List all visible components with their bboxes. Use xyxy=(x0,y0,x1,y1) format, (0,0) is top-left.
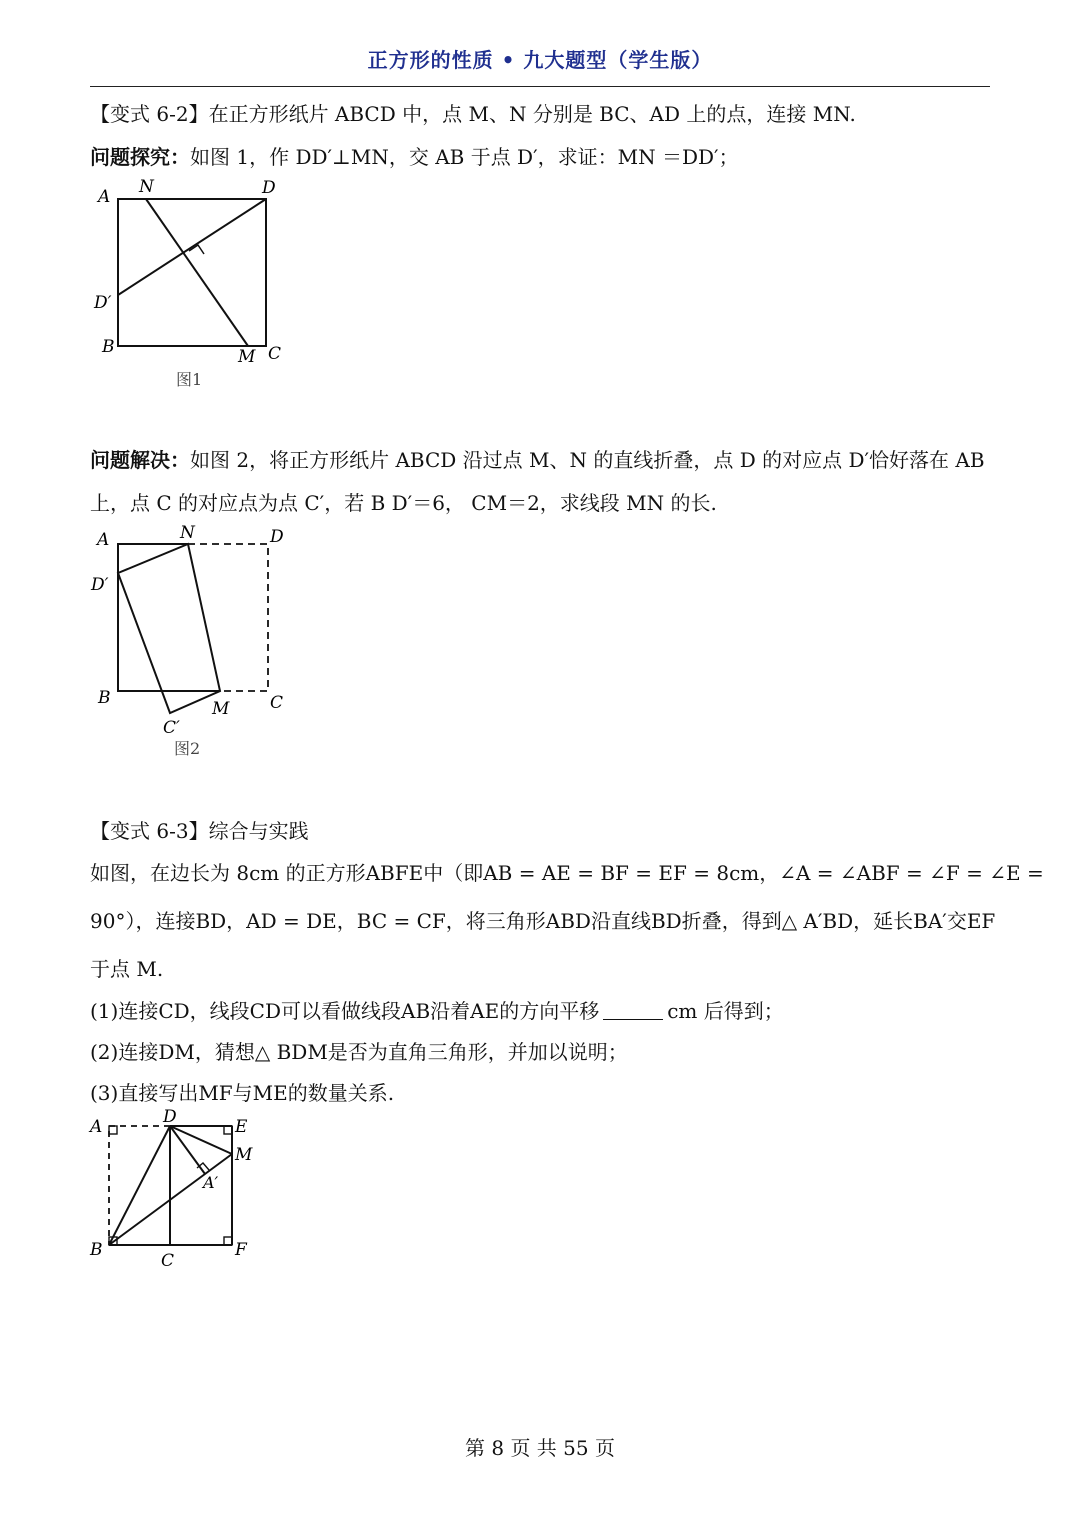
q63-line3: 于点 M. xyxy=(90,957,164,981)
fig1-square xyxy=(118,199,266,346)
fig3-right-angle-f xyxy=(224,1237,232,1245)
fig1-label-m: M xyxy=(238,347,256,367)
q63-title: 【变式 6-3】综合与实践 xyxy=(90,819,309,843)
fig1-label-dprime: D′ xyxy=(94,293,112,313)
fig3-right-angle-e xyxy=(224,1126,232,1134)
q62-part2-text1: 如图 2，将正方形纸片 ABCD 沿过点 M、N 的直线折叠，点 D 的对应点 D′恰好落在 AB xyxy=(190,448,985,472)
header-divider xyxy=(90,86,990,87)
fig1-segment-ddp xyxy=(118,199,266,295)
fig2-label-n: N xyxy=(180,523,195,543)
fig2-label-dprime: D′ xyxy=(91,575,109,595)
page-header-title: 正方形的性质 • 九大题型（学生版） xyxy=(367,48,713,72)
q63-line2: 90°），连接BD，AD = DE，BC = CF，将三角形ABD沿直线BD折叠，得到△ A′BD，延长BA′交EF xyxy=(90,909,996,933)
figure-3 xyxy=(85,1105,275,1275)
q63-item1-b: cm 后得到； xyxy=(667,999,784,1023)
q63-line1: 如图，在边长为 8cm 的正方形ABFE中（即AB = AE = BF = EF = 8cm，∠A = ∠ABF = ∠F = ∠E = xyxy=(90,861,1044,885)
fig1-label-a: A xyxy=(98,187,111,207)
fig1-label-n: N xyxy=(139,177,154,197)
page-number: 第 8 页 共 55 页 xyxy=(465,1436,615,1460)
q62-intro: 【变式 6-2】在正方形纸片 ABCD 中，点 M、N 分别是 BC、AD 上的点，连接 MN. xyxy=(90,102,856,126)
fig3-label-b: B xyxy=(90,1240,103,1260)
fig2-label-b: B xyxy=(98,688,111,708)
q62-part1 xyxy=(90,141,739,170)
q62-part2-lead: 问题解决： xyxy=(90,448,190,472)
fig3-label-d: D xyxy=(163,1107,177,1127)
figure-2 xyxy=(90,520,310,765)
q62-part2-line1 xyxy=(90,444,985,473)
fig2-label-a: A xyxy=(97,530,110,550)
fig3-segment-bd xyxy=(109,1126,170,1245)
q62-part2-line2: 上，点 C 的对应点为点 C′，若 B D′＝6， CM＝2，求线段 MN 的长. xyxy=(90,491,717,515)
answer-blank[interactable] xyxy=(603,1001,663,1020)
fig3-label-aprime: A′ xyxy=(203,1173,219,1192)
fig2-label-cprime: C′ xyxy=(163,718,180,738)
fig2-label-d: D xyxy=(270,527,284,547)
fig1-label-c: C xyxy=(268,344,282,364)
fig3-label-c: C xyxy=(161,1251,175,1271)
q62-part1-lead: 问题探究： xyxy=(90,145,190,169)
q63-item3: (3)直接写出MF与ME的数量关系. xyxy=(90,1081,395,1105)
fig2-label-m: M xyxy=(212,699,230,719)
fig1-label-d: D xyxy=(262,178,276,198)
q63-item1-a: (1)连接CD，线段CD可以看做线段AB沿着AE的方向平移 xyxy=(90,999,600,1023)
fig3-label-a: A xyxy=(90,1117,103,1137)
fig2-dashed-original xyxy=(188,544,268,691)
fig2-folded-quad xyxy=(118,544,220,713)
fig2-label-c: C xyxy=(270,693,284,713)
figure-1 xyxy=(90,175,310,395)
q62-part1-text: 如图 1，作 DD′⊥MN，交 AB 于点 D′，求证：MN ＝DD′； xyxy=(190,145,739,169)
fig2-caption: 图2 xyxy=(174,739,201,758)
q63-item2: (2)连接DM，猜想△ BDM是否为直角三角形，并加以说明； xyxy=(90,1040,628,1064)
fig3-right-angle-a xyxy=(109,1126,117,1134)
fig1-caption: 图1 xyxy=(176,370,203,389)
fig1-label-b: B xyxy=(102,337,115,357)
fig3-label-m: M xyxy=(235,1145,253,1165)
fig3-label-f: F xyxy=(235,1240,247,1260)
q63-item1 xyxy=(90,995,784,1024)
fig3-label-e: E xyxy=(235,1117,248,1137)
